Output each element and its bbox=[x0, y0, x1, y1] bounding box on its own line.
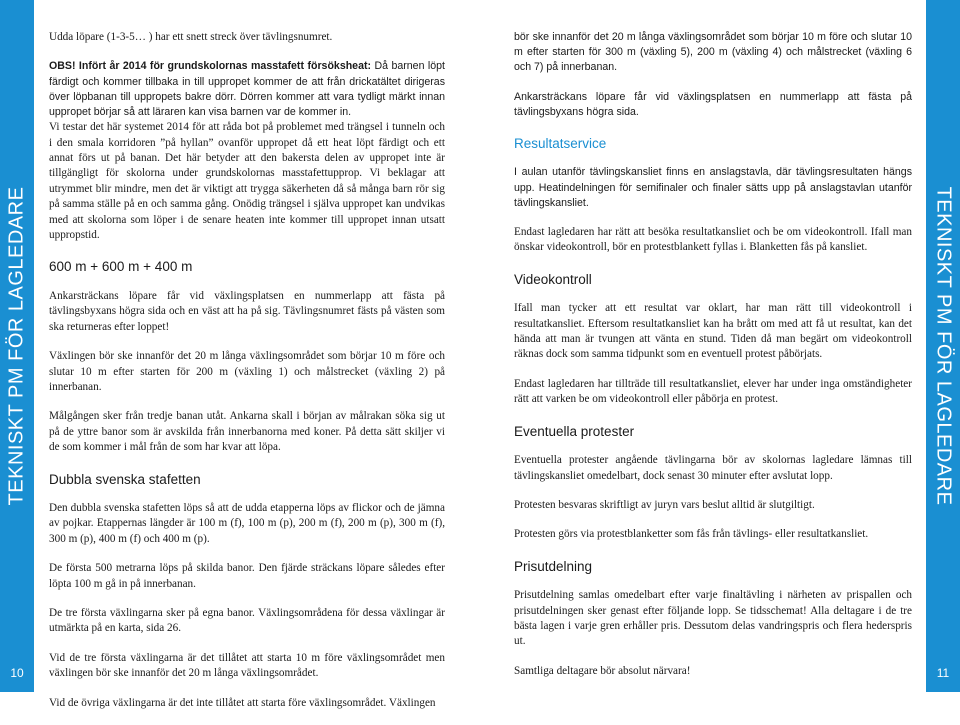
right-page-number: 11 bbox=[936, 666, 950, 680]
ovriga-paragraph: Vid de övriga växlingarna är det inte tillåtet att starta före växlingsområdet. Växlingen bbox=[49, 696, 436, 709]
ankar-paragraph: Ankarsträckans löpare får vid växlingsplatsen en nummerlapp att fästa på tävlingsbyxans högra sida och en väst att ha på sig. Tävlingsnumret fästs på västen som ska returneras efter loppet! bbox=[49, 289, 445, 333]
intro-paragraph: Udda löpare (1-3-5… ) har ett snett streck över tävlingsnumret. bbox=[49, 31, 333, 43]
section-heading-videokontroll: Videokontroll bbox=[514, 271, 592, 287]
system-paragraph: Vi testar det här systemet 2014 för att råda bot på problemet med trängsel i tunneln och i den smala korridoren ”på hyllan” ovanför uppropet då ett heat löpt färdigt och ett annat förs ut på banan. Det här betyder att den bakersta delen av uppropet inte är tillgängligt för skolorna under grundskolornas masstafettupprop. Vi beklagar att utrymmet blir mindre, men det är viktigt att trygga säkerheten då så många barn rör sig på samma ställe på en och samma gång. Onödig trängsel i själva uppropet kan undvikas med att skolorna som löper i de senare heaten inte kommer till uppropet innan utsatt uppropstid. bbox=[49, 121, 445, 242]
malgang-paragraph: Målgången sker från tredje banan utåt. Ankarna skall i början av målrakan söka sig ut på de yttre banor som är avskilda från innerbanorna med koner. På detta sätt skiljer vi de som kommer i mål från de som har kvar att löpa. bbox=[49, 410, 445, 454]
section-heading-resultatservice: Resultatservice bbox=[514, 136, 607, 152]
section-heading-prisutdelning: Prisutdelning bbox=[514, 558, 593, 574]
besvaras-paragraph: Protesten besvaras skriftligt av juryn vars beslut alltid är slutgiltigt. bbox=[514, 498, 815, 511]
left-sidebar-title: TEKNISKT PM FÖR LAGLEDARE bbox=[5, 186, 28, 506]
obs-paragraph bbox=[49, 59, 445, 120]
section-heading-600: 600 m + 600 m + 400 m bbox=[49, 259, 193, 275]
right-sidebar bbox=[926, 0, 960, 692]
right-sidebar-title: TEKNISKT PM FÖR LAGLEDARE bbox=[932, 186, 955, 506]
500-paragraph: De första 500 metrarna löps på skilda banor. Den fjärde sträckans löpare således efter löpta 100 m gå in på innerbanan. bbox=[49, 562, 445, 590]
aulan-paragraph: I aulan utanför tävlingskansliet finns en anslagstavla, där tävlingsresultaten hängs upp. Heatindelningen för semifinaler och finaler sätts upp på anslagstavlan utanför tävlingskansliet. bbox=[514, 166, 912, 209]
endast2-paragraph: Endast lagledaren har tillträde till resultatkansliet, elever har under inga omständigheter rätt att varken be om videokontroll eller påbörja en protest. bbox=[514, 377, 912, 406]
section-heading-protester: Eventuella protester bbox=[514, 423, 635, 439]
tre-paragraph: De tre första växlingarna sker på egna banor. Växlingsområdena för dessa växlingar är utmärkta på en karta, sida 26. bbox=[49, 606, 445, 635]
obs-text: Då barnen löpt färdigt och kommer tillbaka in till uppropet kommer de att från drickatältet dirigeras över löpbanan till uppropets bakre dörr. Dörren kommer att vara tydligt märkt innan uppropet börjar så att läraren kan visa barnen var de kommer in. bbox=[49, 60, 445, 119]
vaxling-paragraph: Växlingen bör ske innanför det 20 m långa växlingsområdet som börjar 10 m före och slutar 10 m efter starten för 200 m (växling 1) och målstrecket (växling 2) på innerbanan. bbox=[49, 350, 445, 393]
gors-paragraph: Protesten görs via protestblanketter som fås från tävlings- eller resultatkansliet. bbox=[514, 528, 869, 541]
obs-heading: OBS! Infört år 2014 för grundskolornas masstafett försöksheat: bbox=[49, 60, 372, 73]
endast-paragraph: Endast lagledaren har rätt att besöka resultatkansliet och be om videokontroll. Ifall man önskar videokontroll, bör en protestblankett fyllas i. Blanketten fås på kansliet. bbox=[514, 226, 912, 254]
right-column bbox=[514, 30, 912, 693]
section-heading-dubbla: Dubbla svenska stafetten bbox=[49, 471, 201, 487]
left-sidebar bbox=[0, 0, 34, 692]
pris-paragraph: Prisutdelning samlas omedelbart efter varje finaltävling i närheten av prispallen och prisutdelningen sker genast efter följande lopp. Se tidsschemat! Alla deltagare i de tre bästa lagen i varje gren erhåller pris. Dessutom delas vandringspris och flera hederspris ut. bbox=[514, 589, 912, 648]
continued-paragraph: bör ske innanför det 20 m långa växlingsområdet som börjar 10 m före och slutar 10 m efter starten för 300 m (växling 5), 200 m (växling 4) och målstrecket (växling 6 och 7) på innerbanan. bbox=[514, 31, 912, 74]
left-column bbox=[49, 30, 445, 725]
left-page-number: 10 bbox=[10, 666, 24, 680]
right-ankar-paragraph: Ankarsträckans löpare får vid växlingsplatsen en nummerlapp att fästa på tävlingsbyxans högra sida. bbox=[514, 90, 912, 118]
protest-paragraph: Eventuella protester angående tävlingarna bör av skolornas lagledare lämnas till tävlingskansliet omedelbart, dock senast 30 minuter efter avslutat lopp. bbox=[514, 454, 912, 482]
ifall-paragraph: Ifall man tycker att ett resultat var oklart, har man rätt till videokontroll i resultatkansliet. Eftersom resultatkansliet kan ha brått om med att få ut resultat, kan det hända att man är tvungen att vänta en stund. Tiden då man begärt om videokontroll räknas dock som samma tidpunkt som en eventuell protest påbörjats. bbox=[514, 302, 912, 361]
dubbla-paragraph: Den dubbla svenska stafetten löps så att de udda etapperna löps av flickor och de jämna av pojkar. Etappernas längder är 100 m (f), 100 m (p), 200 m (f), 200 m (p), 300 m (f), 300 m (p), 400 m (f) och 400 m (p). bbox=[49, 501, 445, 545]
vid-paragraph: Vid de tre första växlingarna är det tillåtet att starta 10 m före växlingsområdet men växlingen bör ske innanför det 20 m långa växlingsområdet. bbox=[49, 651, 445, 680]
samtliga-paragraph: Samtliga deltagare bör absolut närvara! bbox=[514, 664, 691, 677]
